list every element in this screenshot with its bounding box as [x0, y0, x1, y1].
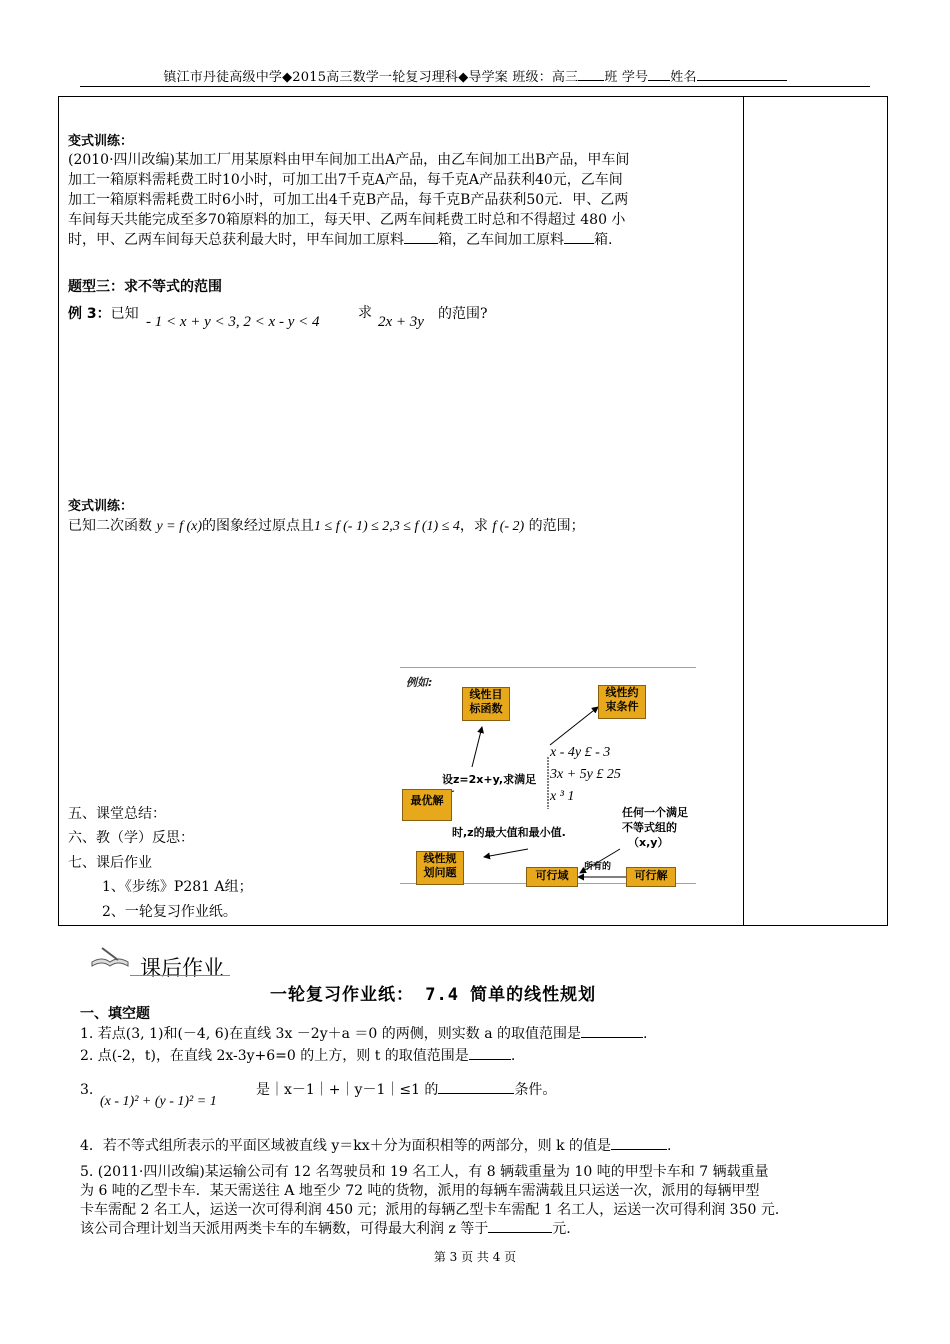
example3-post: 的范围?	[438, 306, 488, 322]
practice1-line-4: 车间每天共能完成至多70箱原料的加工，每天甲、乙两车间耗费工时总和不得超过 480 小	[68, 212, 626, 228]
diagram-set-text: 设z=2x+y,求满足	[442, 773, 537, 786]
practice1-end: 箱.	[594, 232, 613, 248]
diagram-ineq-3: x ³ 1	[550, 789, 575, 804]
box-objective-function: 线性目 标函数	[462, 687, 510, 721]
q1-post: .	[643, 1026, 648, 1042]
practice1-heading: 变式训练：	[68, 134, 134, 149]
practice1-mid: 箱，乙车间加工原料	[438, 232, 564, 248]
diagram-maxmin-text: 时,z的最大值和最小值.	[452, 826, 566, 839]
q5-line-4: 该公司合理计划当天派用两类卡车的车辆数，可得最大利润 z 等于	[80, 1221, 489, 1237]
diagram-all-text: 所有的	[584, 862, 612, 872]
book-pen-icon	[88, 944, 132, 970]
question-5-last	[80, 1219, 571, 1239]
homework-banner: 课后作业	[140, 956, 224, 980]
header-rule	[80, 86, 870, 87]
box-lp-problem: 线性规 划问题	[416, 851, 464, 885]
homework-banner-rule	[130, 975, 230, 976]
summary-item-2: 六、教（学）反思：	[68, 830, 194, 846]
diagram-any-line-1: 任何一个满足	[622, 806, 688, 819]
q4-text: 4．若不等式组所表示的平面区域被直线 y＝kx＋分为面积相等的两部分，则 k 的值是	[80, 1138, 612, 1154]
practice2-target: f (- 2)	[492, 519, 525, 534]
diagram-ineq-1: x - 4y £ - 3	[550, 745, 611, 760]
q2-post: .	[510, 1048, 516, 1064]
practice1-line-1: (2010·四川改编)某加工厂用某原料由甲车间加工出A产品，由乙车间加工出B产品，甲车间	[68, 152, 630, 168]
homework-item-2: 2、一轮复习作业纸。	[102, 904, 237, 920]
worksheet-title: 一轮复习作业纸： 7.4 简单的线性规划	[270, 985, 597, 1005]
q5-line-3: 卡车需配 2 名工人，运送一次可得利润 450 元；派用的每辆乙型卡车需配 1 名工人，运送一次可得利润 350 元．	[80, 1202, 789, 1218]
notes-column-divider	[743, 96, 744, 926]
example3-ask: 求	[358, 305, 372, 321]
example3	[68, 304, 139, 324]
practice2-condition: 1 ≤ f (- 1) ≤ 2,3 ≤ f (1) ≤ 4	[314, 519, 460, 534]
q3-expression: (x - 1)² + (y - 1)² = 1	[100, 1094, 217, 1109]
type3-heading: 题型三：求不等式的范围	[68, 279, 222, 295]
question-2	[80, 1046, 515, 1066]
example3-label: 例 3：	[68, 306, 111, 322]
practice1-line-5-text: 时，甲、乙两车间每天总获利最大时，甲车间加工原料	[68, 232, 404, 248]
q4-post: .	[667, 1138, 672, 1154]
question-1	[80, 1024, 647, 1044]
box-feasible-solution: 可行解	[626, 867, 676, 887]
example3-condition: - 1 < x + y < 3, 2 < x - y < 4	[146, 314, 320, 330]
q3-post: 条件。	[514, 1082, 557, 1098]
header-name-label: 姓名	[670, 70, 697, 85]
practice2-pre: 已知二次函数	[68, 518, 152, 534]
summary-item-3: 七、课后作业	[68, 855, 152, 871]
box-feasible-region: 可行域	[526, 867, 578, 887]
practice1-line-2: 加工一箱原料需耗费工时10小时，可加工出7千克A产品，每千克A产品获利40元，乙车间	[68, 172, 623, 188]
box-optimal-solution: 最优解	[402, 789, 452, 821]
practice1-line-5	[68, 230, 612, 250]
diagram-ineq-2: 3x + 5y £ 25	[550, 767, 621, 782]
q5-line-1: 5. (2011·四川改编)某运输公司有 12 名驾驶员和 19 名工人，有 8 辆载重量为 10 吨的甲型卡车和 7 辆载重量	[80, 1164, 769, 1180]
linear-programming-diagram	[400, 667, 696, 887]
q2-text: 2. 点(-2，t)，在直线 2x-3y+6=0 的上方，则 t 的取值范围是	[80, 1048, 469, 1064]
header-class-blank: 班 学号	[604, 70, 649, 85]
summary-item-1: 五、课堂总结：	[68, 806, 166, 822]
practice2-post: 的范围；	[528, 518, 585, 534]
diagram-any-line-2: 不等式组的	[622, 821, 677, 834]
diagram-any-line-3: （x,y）	[628, 836, 669, 849]
practice2-func: y = f (x)	[156, 519, 203, 534]
q5-line-2: 为 6 吨的乙型卡车．某天需送往 A 地至少 72 吨的货物，派用的每辆车需满载且只运送一次，派用的每辆甲型	[80, 1183, 760, 1199]
page-header	[80, 66, 870, 85]
example3-pre: 已知	[110, 306, 139, 322]
practice2-mid: 的图象经过原点且	[202, 518, 315, 534]
practice2-text	[68, 516, 585, 537]
header-text: 镇江市丹徒高级中学◆2015高三数学一轮复习理科◆导学案 班级：高三	[163, 70, 579, 85]
question-4	[80, 1136, 671, 1156]
example3-expression: 2x + 3y	[378, 314, 424, 330]
question-3	[256, 1080, 556, 1100]
homework-item-1: 1、《步练》P281 A组；	[102, 879, 253, 895]
q3-text: 是｜x－1｜+｜y－1｜≤1 的	[256, 1082, 439, 1098]
practice1-line-3: 加工一箱原料需耗费工时6小时，可加工出4千克B产品，每千克B产品获利50元．甲、乙两	[68, 192, 629, 208]
box-linear-constraints: 线性约 束条件	[598, 685, 646, 719]
q3-number: 3.	[80, 1082, 94, 1098]
q5-post: 元.	[552, 1221, 571, 1237]
q1-text: 1. 若点(3, 1)和(－4, 6)在直线 3x －2y＋a ＝0 的两侧，则实数 a 的取值范围是	[80, 1026, 582, 1042]
page-footer: 第 3 页 共 4 页	[433, 1250, 517, 1264]
practice2-heading: 变式训练：	[68, 499, 134, 514]
practice2-comma: ，求	[459, 518, 488, 534]
diagram-example-label: 例如:	[406, 676, 433, 689]
fill-in-section-heading: 一、填空题	[80, 1006, 150, 1022]
